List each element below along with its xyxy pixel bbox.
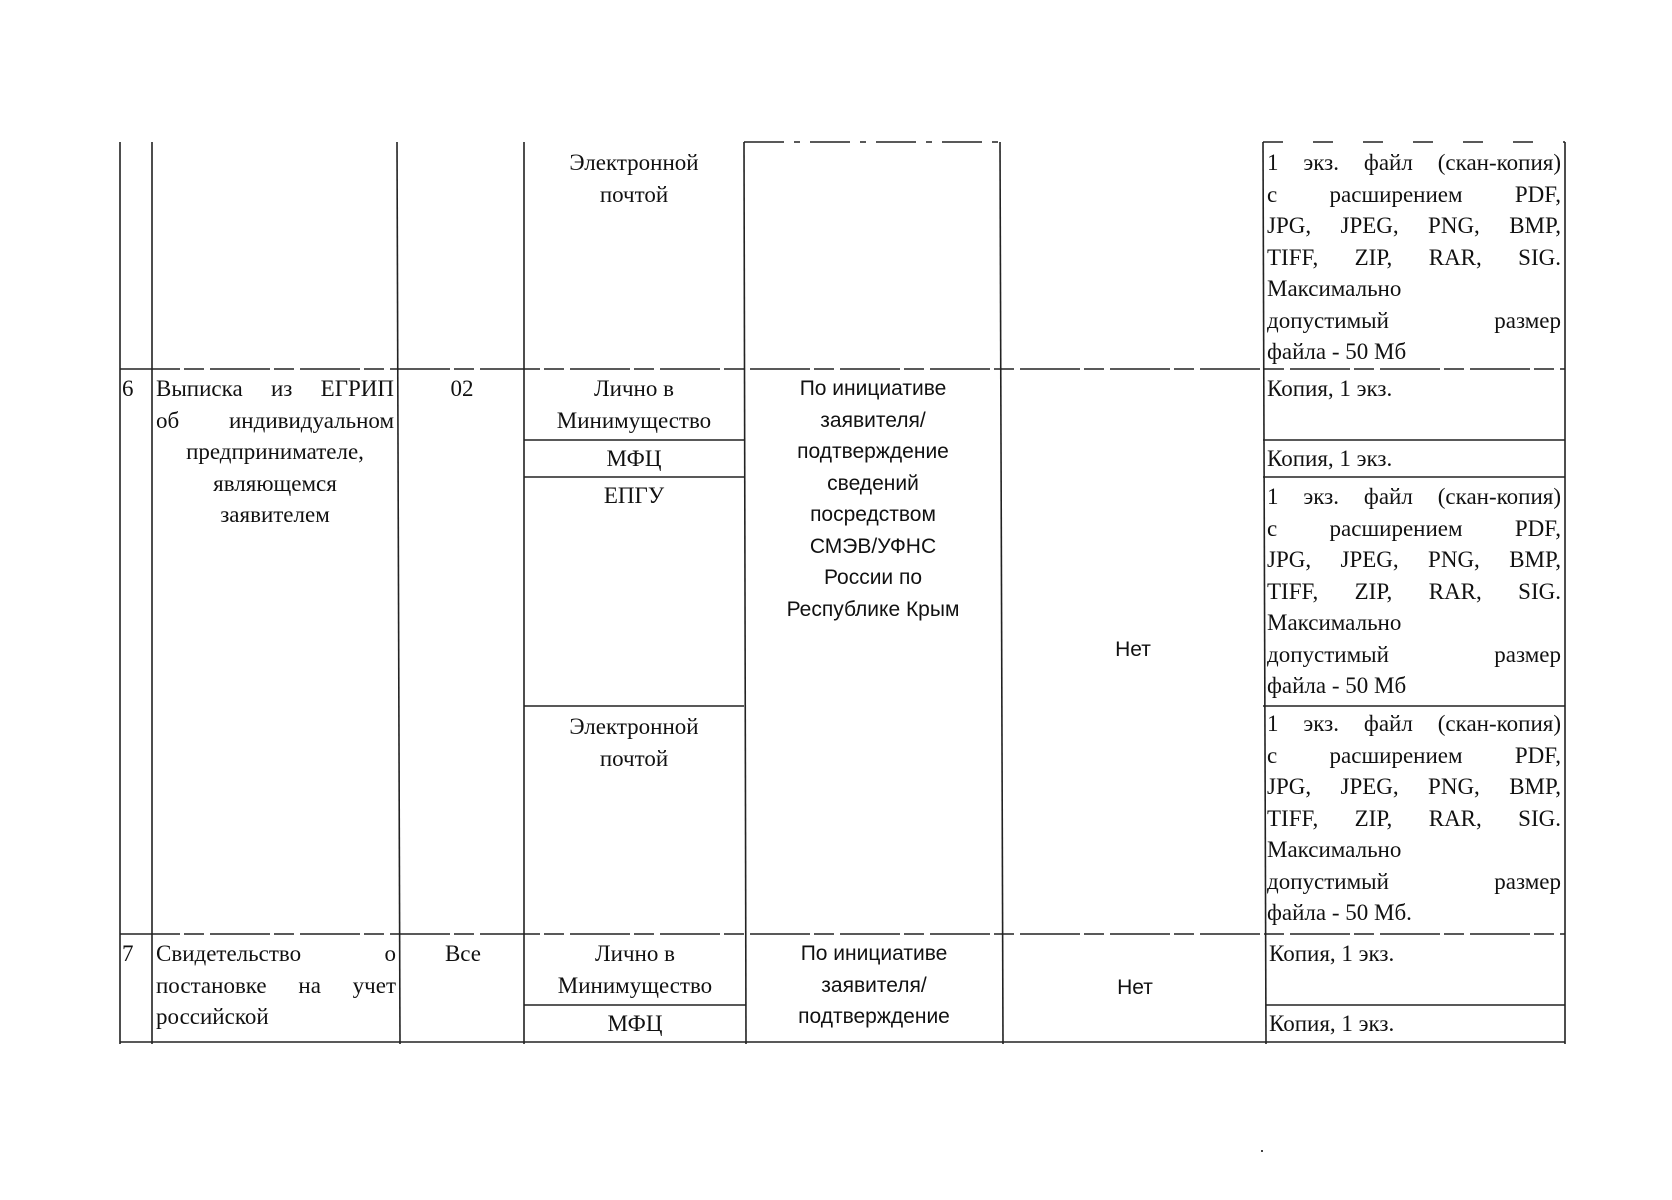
document-line: заявителем [220,502,330,527]
format-line: Максимально [1267,276,1402,301]
row6-channel-mfc: МФЦ [606,446,662,471]
row7-channel-in-person [526,938,744,1001]
channel-label-line: Электронной [569,714,699,739]
format-line: TIFF, ZIP, RAR, SIG. [1267,805,1561,831]
format-line: Максимально [1267,610,1402,635]
document-line: являющемся [213,470,337,496]
row7-format-in-person: Копия, 1 экз. [1269,941,1395,966]
format-line: файла - 50 Мб. [1267,900,1412,925]
row7-source [749,938,999,1033]
format-line: с расширением PDF, [1267,181,1561,207]
format-line: JPG, JPEG, PNG, BMP, [1267,213,1561,238]
row6-channel-in-person [526,373,742,436]
source-line: Республике Крым [786,597,960,621]
document-line: постановке на учет [156,972,396,998]
channel-label-line: Электронной [569,150,699,175]
format-line: 1 экз. файл (скан-копия) [1267,484,1561,509]
source-line: сведений [827,471,919,495]
document-line: об индивидуальном [156,407,394,433]
format-line: с расширением PDF, [1267,515,1561,541]
row5-channel-email [526,147,742,210]
channel-label-line: почтой [599,181,669,207]
row7-number: 7 [122,941,134,966]
row6-number: 6 [122,376,134,401]
row6-channel-email [526,711,742,774]
channel-label-line: Минимущество [556,407,712,433]
channel-label-line: Лично в [595,941,675,966]
format-line: TIFF, ZIP, RAR, SIG. [1267,244,1561,270]
row6-format-in-person: Копия, 1 экз. [1267,376,1393,401]
channel-label-line: Минимущество [557,972,713,998]
document-line: Свидетельство о [156,941,396,966]
row6-category: 02 [450,376,474,401]
format-line: допустимый размер [1267,868,1561,894]
row6-format-email [1267,708,1561,929]
document-line: российской [156,1004,269,1029]
source-line: СМЭВ/УФНС [809,534,937,558]
document-line: предпринимателе, [186,439,364,464]
row7-requirement: Нет [1117,976,1153,999]
channel-label-line: Лично в [594,376,674,401]
source-line: России по [823,566,923,589]
row6-source [748,373,998,625]
format-line: 1 экз. файл (скан-копия) [1267,150,1561,175]
format-line: Максимально [1267,837,1402,862]
channel-label-line: почтой [599,745,669,771]
source-line: заявителя/ [820,408,926,432]
format-line: с расширением PDF, [1267,742,1561,768]
row6-format-mfc: Копия, 1 экз. [1267,446,1393,471]
row6-channel-epgu: ЕПГУ [603,483,665,508]
row7-format-mfc: Копия, 1 экз. [1269,1011,1395,1036]
row6-requirement: Нет [1115,638,1151,661]
row5-format-email [1267,147,1561,368]
format-line: допустимый размер [1267,641,1561,667]
source-line: По инициативе [799,377,947,400]
format-line: JPG, JPEG, PNG, BMP, [1267,547,1561,572]
format-line: 1 экз. файл (скан-копия) [1267,711,1561,736]
scan-speck [1261,1150,1263,1152]
source-line: По инициативе [800,942,948,965]
row6-document-name [156,373,394,531]
format-line: допустимый размер [1267,307,1561,333]
row7-category: Все [444,941,482,966]
row7-document-name [156,938,396,1033]
format-line: файла - 50 Мб [1267,339,1407,364]
source-line: подтверждение [797,440,949,463]
document-line: Выписка из ЕГРИП [156,376,394,401]
source-line: посредством [810,503,936,526]
format-line: JPG, JPEG, PNG, BMP, [1267,774,1561,799]
row6-format-epgu [1267,481,1561,702]
source-line: заявителя/ [821,973,927,997]
source-line: подтверждение [798,1005,950,1028]
format-line: файла - 50 Мб [1267,673,1407,698]
row7-channel-mfc: МФЦ [607,1011,663,1036]
format-line: TIFF, ZIP, RAR, SIG. [1267,578,1561,604]
